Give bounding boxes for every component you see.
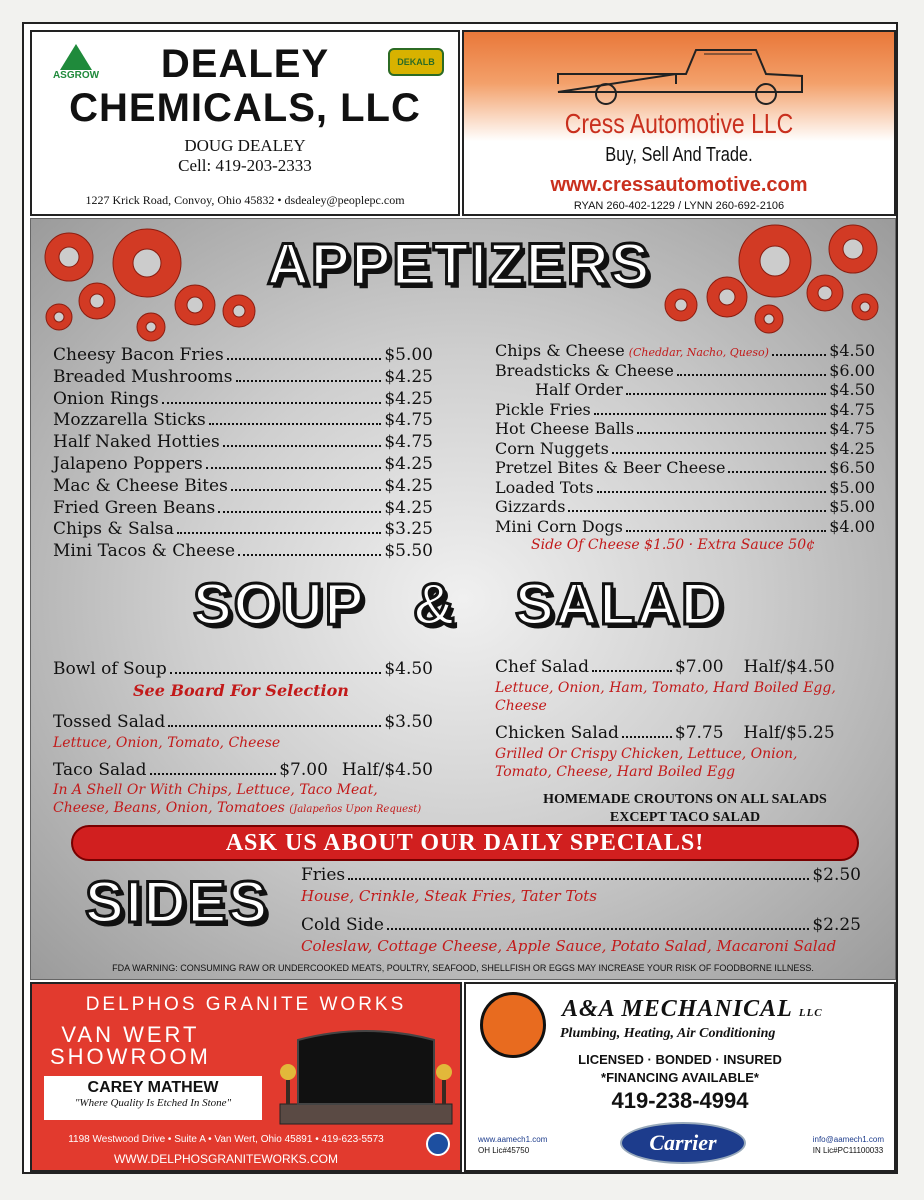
fda-warning: FDA WARNING: CONSUMING RAW OR UNDERCOOKED MEATS, POULTRY, SEAFOOD, SHELLFISH OR EGGS MAY INCREASE YOUR RISK OF FOODBORNE ILLNESS.: [112, 963, 814, 973]
list-item: Fries $2.50: [301, 865, 861, 885]
aa-logo-icon: [480, 992, 546, 1058]
list-item: Chicken Salad $7.75 Half/$5.25: [495, 722, 835, 743]
headstone-icon: [276, 1022, 456, 1128]
appetizers-footnote: Side Of Cheese $1.50 · Extra Sauce 50¢: [531, 537, 816, 553]
gears-right-icon: [659, 219, 889, 339]
delphos-url-link[interactable]: WWW.DELPHOSGRANITEWORKS.COM: [113, 1152, 338, 1166]
list-item: Taco Salad $7.00 Half/$4.50: [53, 759, 433, 780]
aa-email-link[interactable]: info@aamech1.com: [812, 1135, 884, 1144]
sides-list: Fries $2.50 House, Crinkle, Steak Fries, Tater Tots Cold Side $2.25 Coleslaw, Cottage Cheese, Apple Sauce, Potato Salad, Macaroni Salad: [301, 865, 861, 955]
list-item: Mini Tacos & Cheese $5.50: [53, 541, 433, 562]
list-item: Onion Rings $4.25: [53, 388, 433, 409]
list-item: Mozzarella Sticks $4.75: [53, 410, 433, 431]
appetizers-right-list: [495, 341, 875, 553]
list-item: Pickle Fries $4.75: [495, 399, 875, 419]
gears-left-icon: [39, 223, 269, 343]
list-item: Breaded Mushrooms $4.25: [53, 366, 433, 387]
list-item: Breadsticks & Cheese $6.00: [495, 360, 875, 380]
list-item: Half Order $4.50: [535, 380, 875, 399]
soup-salad-left: Bowl of Soup $4.50 See Board For Selection Tossed Salad $3.50 Lettuce, Onion, Tomato, Cheese Taco Salad $7.00 Half/$4.50 In A Shell Or With Chips, Lettuce, Taco Meat, Cheese, Beans, Onion, Tomatoes (Jalapeños Upon Request): [53, 659, 433, 817]
soup-salad-right: Chef Salad $7.00 Half/$4.50 Lettuce, Onion, Ham, Tomato, Hard Boiled Egg, Cheese Chicken Salad $7.75 Half/$5.25 Grilled Or Crispy Chicken, Lettuce, Onion, Tomato, Cheese, Hard Boiled Egg HOMEMADE CROUTONS ON ALL SALADS EXCEPT TACO SALAD: [495, 657, 875, 827]
list-item: Pretzel Bites & Beer Cheese $6.50: [495, 458, 875, 477]
appetizers-title: APPETIZERS: [267, 232, 652, 297]
ad-delphos-granite: DELPHOS GRANITE WORKS VAN WERT SHOWROOM CAREY MATHEW "Where Quality Is Etched In Stone" 1198 Westwood Drive • Suite A • Van Wert, Ohio 45891 • 419-623-5573 WWW.DELPHOSGRANITEWORKS.COM: [30, 982, 462, 1172]
salad-title: SALAD: [515, 572, 725, 637]
ampersand-title: &: [413, 572, 457, 637]
dealey-address: 1227 Krick Road, Convoy, Ohio 45832 • dsdealey@peoplepc.com: [85, 193, 405, 207]
dealey-contact: DOUG DEALEY Cell: 419-203-2333: [178, 136, 312, 175]
list-item: Chips & Cheese (Cheddar, Nacho, Queso) $4.50: [495, 341, 875, 360]
list-item: Chips & Salsa $3.25: [53, 519, 433, 540]
menu-board: [30, 218, 896, 980]
ad-aa-mechanical: A&A MECHANICAL LLC Plumbing, Heating, Air Conditioning LICENSED · BONDED · INSURED *FINANCING AVAILABLE* 419-238-4994 www.aamech1.com OH Lic#45750 Carrier info@aamech1.com IN Lic#PC11100033: [464, 982, 896, 1172]
list-item: Cold Side $2.25: [301, 914, 861, 935]
dekalb-logo: DEKALB: [388, 48, 444, 76]
cress-url-link[interactable]: www.cressautomotive.com: [550, 174, 808, 196]
daily-specials-banner: ASK US ABOUT OUR DAILY SPECIALS!: [71, 825, 859, 861]
list-item: Bowl of Soup $4.50: [53, 659, 433, 679]
list-item: Cheesy Bacon Fries $5.00: [53, 345, 433, 365]
truck-icon: [556, 44, 806, 108]
list-item: Corn Nuggets $4.25: [495, 438, 875, 458]
aa-web-link[interactable]: www.aamech1.com: [478, 1135, 548, 1144]
list-item: Hot Cheese Balls $4.75: [495, 419, 875, 438]
ad-dealey-chemicals: [30, 30, 460, 216]
list-item: Half Naked Hotties $4.75: [53, 432, 433, 453]
list-item: Jalapeno Poppers $4.25: [53, 453, 433, 474]
list-item: Chef Salad $7.00 Half/$4.50: [495, 657, 835, 677]
list-item: Mini Corn Dogs $4.00: [495, 516, 875, 536]
list-item: Mac & Cheese Bites $4.25: [53, 475, 433, 496]
asgrow-logo: ASGROW: [46, 44, 106, 81]
dealey-name: DEALEY CHEMICALS, LLC: [69, 42, 421, 130]
list-item: Gizzards $5.00: [495, 497, 875, 516]
aa-phone: 419-238-4994: [611, 1088, 749, 1113]
carrier-logo: Carrier: [620, 1122, 746, 1164]
list-item: Loaded Tots $5.00: [495, 477, 875, 497]
ad-cress-automotive: Cress Automotive LLC Buy, Sell And Trade. www.cressautomotive.com RYAN 260-402-1229 / LYNN 260-692-2106: [462, 30, 896, 216]
list-item: Tossed Salad $3.50: [53, 711, 433, 732]
appetizers-left-list: [53, 345, 433, 563]
list-item: Fried Green Beans $4.25: [53, 497, 433, 518]
soup-title: SOUP: [193, 572, 366, 637]
sides-title: SIDES: [85, 870, 270, 935]
croutons-note: HOMEMADE CROUTONS ON ALL SALADS EXCEPT TACO SALAD: [543, 791, 827, 825]
bbb-logo-icon: [426, 1132, 450, 1156]
